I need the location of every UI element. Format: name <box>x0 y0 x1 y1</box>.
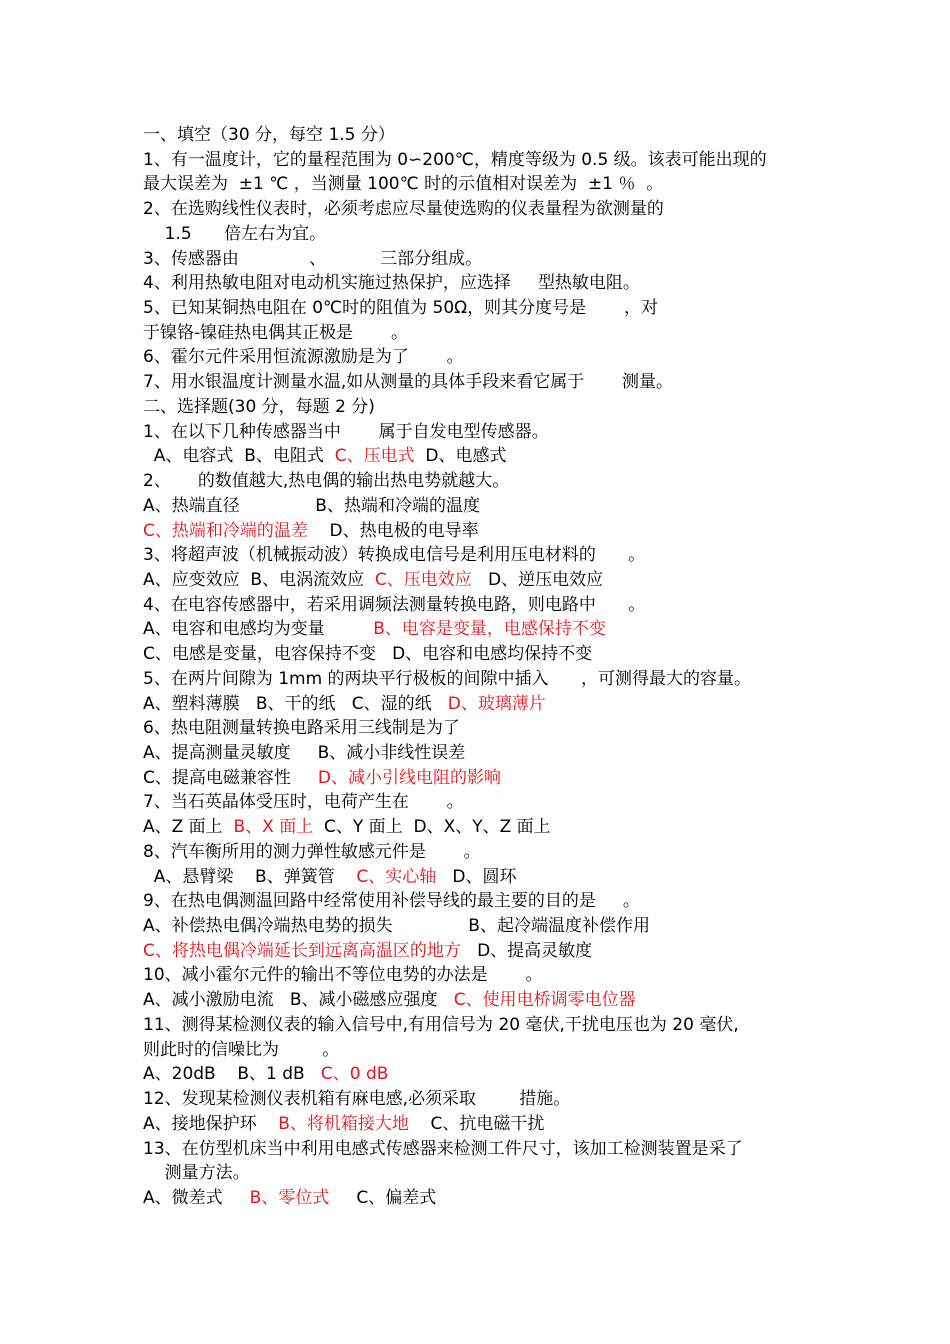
text-line <box>143 693 546 715</box>
question-text: 1.5 倍左右为宜。 <box>143 223 327 244</box>
question-text: A、塑料薄膜 B、干的纸 C、湿的纸 <box>143 693 448 714</box>
text-line <box>143 248 482 270</box>
question-text: A、补偿热电偶冷端热电势的损失 B、起冷端温度补偿作用 <box>143 916 650 937</box>
answer-text: C、使用电桥调零电位器 <box>453 990 636 1011</box>
text-line <box>143 767 501 789</box>
text-line <box>143 198 664 220</box>
question-text: 9、在热电偶测温回路中经常使用补偿导线的最主要的目的是 。 <box>143 891 640 912</box>
question-text: A、电容式 B、电阻式 <box>143 446 335 467</box>
question-text: A、热端直径 B、热端和冷端的温度 <box>143 495 480 516</box>
text-line <box>143 371 673 393</box>
text-line <box>143 866 517 888</box>
question-text: 12、发现某检测仪表机箱有麻电感,必须采取 措施。 <box>143 1089 571 1110</box>
question-text: 6、霍尔元件采用恒流源激励是为了 。 <box>143 347 464 368</box>
question-text: 一、填空（30 分，每空 1.5 分） <box>143 125 395 145</box>
text-line <box>143 717 460 739</box>
question-text: 3、将超声波（机械振动波）转换成电信号是利用压电材料的 。 <box>143 545 646 566</box>
question-text: 8、汽车衡所用的测力弹性敏感元件是 。 <box>143 841 481 862</box>
answer-text: D、减小引线电阻的影响 <box>317 767 501 788</box>
question-text: A、悬臂梁 B、弹簧管 <box>143 866 357 887</box>
answer-text: B、电容是变量，电感保持不变 <box>373 619 606 640</box>
answer-text: C、压电效应 <box>374 569 472 590</box>
question-text: 4、在电容传感器中，若采用调频法测量转换电路，则电路中 。 <box>143 594 646 615</box>
question-text: 1、有一温度计，它的量程范围为 0∽200℃，精度等级为 0.5 级。该表可能出现的 <box>143 149 767 170</box>
text-line <box>143 223 326 245</box>
text-line <box>143 1162 250 1184</box>
question-text: C、抗电磁干扰 <box>408 1113 545 1134</box>
question-text: 7、当石英晶体受压时，电荷产生在 。 <box>143 792 464 813</box>
text-line <box>143 124 395 146</box>
question-text: C、Y 面上 D、X、Y、Z 面上 <box>313 817 551 838</box>
text-line <box>143 1113 544 1135</box>
question-text: A、电容和电感均为变量 <box>143 619 374 640</box>
question-text: A、接地保护环 <box>143 1113 279 1134</box>
text-line <box>143 964 542 986</box>
text-line <box>143 594 645 616</box>
text-line <box>143 1088 570 1110</box>
question-text: 6、热电阻测量转换电路采用三线制是为了 <box>143 718 460 739</box>
question-text: 则此时的信噪比为 。 <box>143 1039 340 1060</box>
text-line <box>143 346 464 368</box>
text-line <box>143 791 464 813</box>
text-line <box>143 1063 388 1085</box>
question-text: 测量方法。 <box>143 1163 250 1184</box>
question-text: A、20dB B、1 dB <box>143 1064 321 1085</box>
text-line <box>143 668 751 690</box>
question-text: 1、在以下几种传感器当中 属于自发电型传感器。 <box>143 421 549 442</box>
question-text: 11、测得某检测仪表的输入信号中,有用信号为 20 毫伏,干扰电压也为 20 毫伏, <box>143 1014 739 1035</box>
answer-text: C、0 dB <box>320 1064 389 1085</box>
text-line <box>143 569 603 591</box>
text-line <box>143 173 663 195</box>
text-line <box>143 445 507 467</box>
text-line <box>143 421 549 443</box>
question-text: 2、在选购线性仪表时，必须考虑应尽量使选购的仪表量程为欲测量的 <box>143 199 664 220</box>
question-text: A、微差式 <box>143 1187 250 1208</box>
answer-text: D、玻璃薄片 <box>447 693 546 714</box>
text-line <box>143 618 606 640</box>
text-line <box>143 272 640 294</box>
text-line <box>143 322 408 344</box>
text-line <box>143 890 640 912</box>
question-text: A、应变效应 B、电涡流效应 <box>143 569 375 590</box>
answer-text: C、压电式 <box>334 446 415 467</box>
question-text: 5、在两片间隙为 1mm 的两块平行极板的间隙中插入 ，可测得最大的容量。 <box>143 668 751 689</box>
text-line <box>143 643 592 665</box>
question-text: 7、用水银温度计测量水温,如从测量的具体手段来看它属于 测量。 <box>143 372 674 393</box>
answer-text: C、热端和冷端的温差 <box>143 520 308 541</box>
text-line <box>143 742 465 764</box>
text-line <box>143 940 592 962</box>
answer-text: C、将热电偶冷端延长到远离高温区的地方 <box>143 940 461 961</box>
answer-text: B、将机箱接大地 <box>278 1113 409 1134</box>
question-text: D、圆环 <box>436 866 517 887</box>
question-text: 13、在仿型机床当中利用电感式传感器来检测工件尺寸，该加工检测装置是采了 <box>143 1138 743 1159</box>
text-line <box>143 396 375 418</box>
question-text: A、提高测量灵敏度 B、减小非线性误差 <box>143 743 466 763</box>
text-line <box>143 816 551 838</box>
text-line <box>143 1138 743 1160</box>
question-text: 2、 的数值越大,热电偶的输出热电势就越大。 <box>143 471 510 492</box>
answer-text: C、实心轴 <box>356 866 437 887</box>
text-line <box>143 297 658 319</box>
question-text: D、热电极的电导率 <box>307 520 479 541</box>
question-text: 4、利用热敏电阻对电动机实施过热保护，应选择 型热敏电阻。 <box>143 273 640 294</box>
question-text: 10、减小霍尔元件的输出不等位电势的办法是 。 <box>143 965 543 986</box>
question-text: A、减小激励电流 B、减小磁感应强度 <box>143 990 454 1011</box>
text-line <box>143 1039 339 1061</box>
question-text: 最大误差为 ±1 ℃ ，当测量 100℃ 时的示值相对误差为 ±1 ％ 。 <box>143 174 664 195</box>
question-text: 5、已知某铜热电阻在 0℃时的阻值为 50Ω，则其分度号是 ，对 <box>143 298 658 319</box>
answer-text: B、X 面上 <box>233 817 314 838</box>
text-line <box>143 520 479 542</box>
text-line <box>143 495 480 517</box>
answer-text: B、零位式 <box>249 1187 330 1208</box>
question-text: 于镍铬-镍硅热电偶其正极是 。 <box>143 322 408 343</box>
text-line <box>143 149 767 171</box>
text-line <box>143 1187 436 1209</box>
text-line <box>143 989 636 1011</box>
question-text: D、提高灵敏度 <box>460 940 593 961</box>
text-line <box>143 544 645 566</box>
question-text: C、电感是变量，电容保持不变 D、电容和电感均保持不变 <box>143 644 593 665</box>
text-line <box>143 1014 739 1036</box>
text-line <box>143 470 509 492</box>
text-line <box>143 915 650 937</box>
question-text: 二、选择题(30 分，每题 2 分) <box>143 396 375 417</box>
question-text: D、逆压电效应 <box>471 569 604 590</box>
question-text: A、Z 面上 <box>143 817 234 838</box>
question-text: D、电感式 <box>414 446 507 467</box>
question-text: C、偏差式 <box>329 1187 437 1208</box>
question-text: C、提高电磁兼容性 <box>143 767 318 788</box>
question-text: 3、传感器由 、 三部分组成。 <box>143 248 483 269</box>
text-line <box>143 841 481 863</box>
